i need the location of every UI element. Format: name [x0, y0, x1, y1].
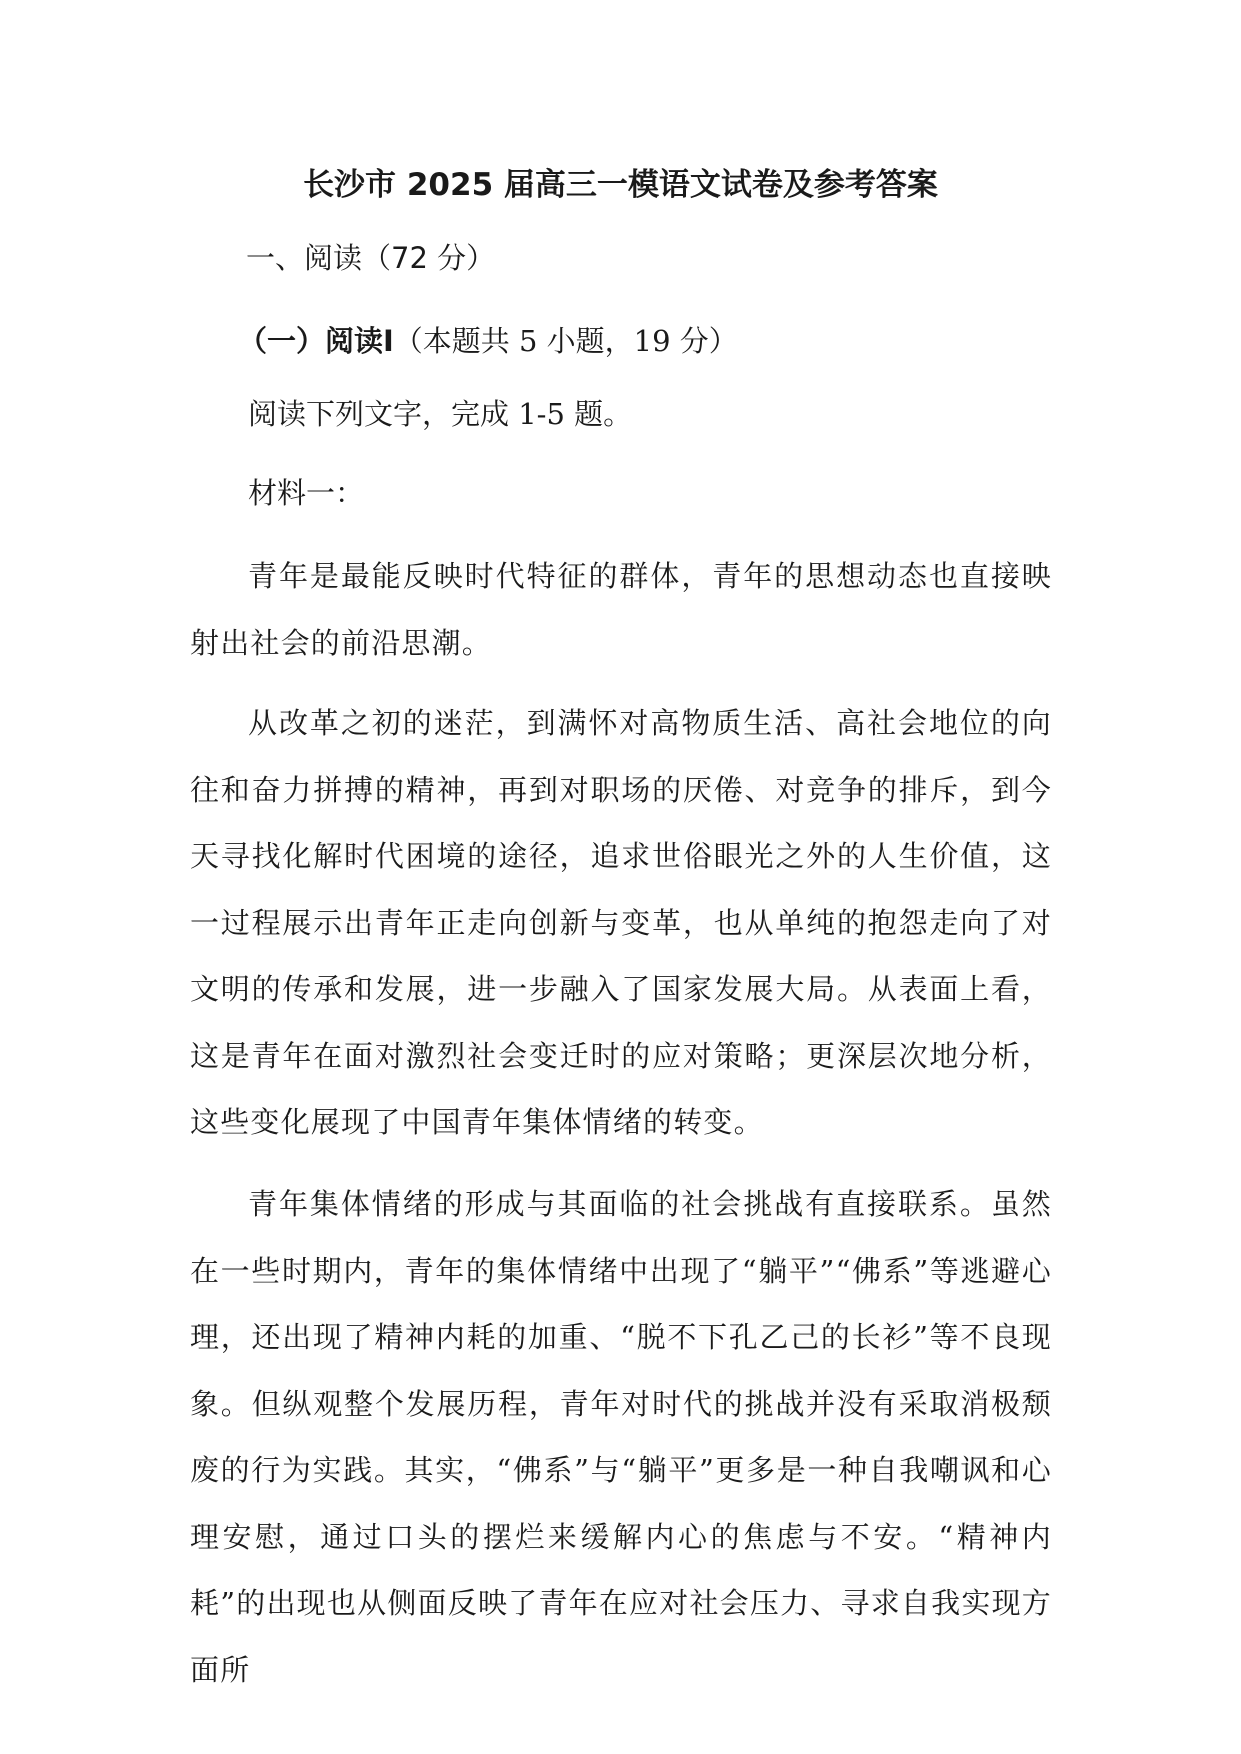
- subsection-heading: [238, 319, 738, 363]
- paragraph-1: 青年是最能反映时代特征的群体，青年的思想动态也直接映射出社会的前沿思潮。: [190, 559, 1052, 660]
- document-title: 长沙市 2025 届高三一模语文试卷及参考答案: [303, 167, 938, 203]
- paragraph-3: 青年集体情绪的形成与其面临的社会挑战有直接联系。虽然在一些时期内，青年的集体情绪中出现了“躺平”“佛系”等逃避心理，还出现了精神内耗的加重、“脱不下孔乙己的长衫”等不良现象。但纵观整个发展历程，青年对时代的挑战并没有采取消极颓废的行为实践。其实，“佛系”与“躺平”更多是一种自我嘲讽和心理安慰，通过口头的摆烂来缓解内心的焦虑与不安。“精神内耗”的出现也从侧面反映了青年在应对社会压力、寻求自我实现方面所: [190, 1187, 1052, 1687]
- paragraph-2: 从改革之初的迷茫，到满怀对高物质生活、高社会地位的向往和奋力拼搏的精神，再到对职场的厌倦、对竞争的排斥，到今天寻找化解时代困境的途径，追求世俗眼光之外的人生价值，这一过程展示出青年正走向创新与变革，也从单纯的抱怨走向了对文明的传承和发展，进一步融入了国家发展大局。从表面上看，这是青年在面对激烈社会变迁时的应对策略；更深层次地分析，这些变化展现了中国青年集体情绪的转变。: [190, 706, 1052, 1139]
- section-heading: 一、阅读（72 分）: [246, 241, 496, 275]
- material-label: 材料一：: [248, 476, 365, 510]
- subsection-label: （一）阅读Ⅰ: [238, 324, 394, 358]
- subsection-note: （本题共 5 小题，19 分）: [393, 324, 738, 358]
- instruction-text: 阅读下列文字，完成 1-5 题。: [248, 397, 633, 431]
